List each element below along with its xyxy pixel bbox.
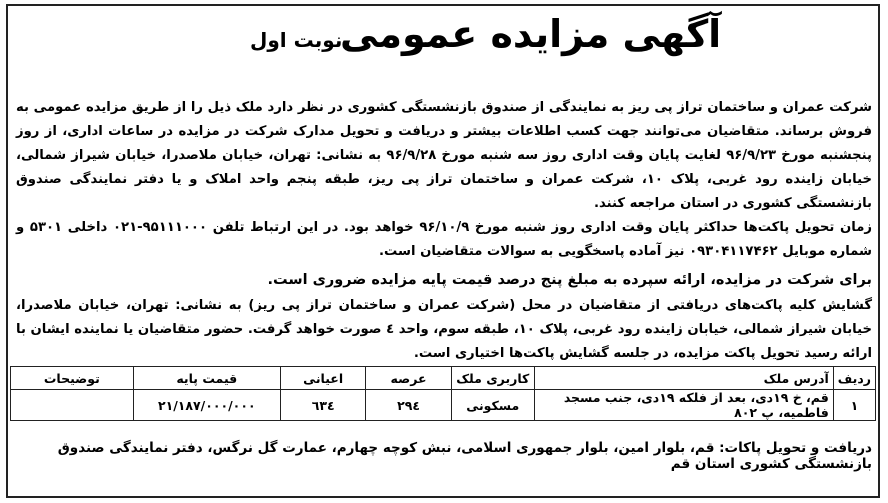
delivery-address: دریافت و تحویل پاکات: قم، بلوار امین، بلوار جمهوری اسلامی، نبش کوچه چهارم، عمارت گل نرگس، دفتر نمایندگی صندوق بازنشستگی کشوری استان قم	[57, 440, 872, 472]
table-row	[11, 390, 876, 421]
cell-building-area: ٦۳٤	[280, 390, 365, 421]
header-usage: کاربری ملک	[451, 367, 534, 390]
property-table	[10, 366, 876, 421]
round-label: نوبت اول	[250, 28, 343, 52]
header-land-area: عرصه	[366, 367, 451, 390]
paragraph-deposit: برای شرکت در مزایده، ارائه سپرده به مبلغ پنج درصد قیمت پایه مزایده ضروری است.	[267, 272, 872, 288]
cell-land-area: ۲۹٤	[366, 390, 451, 421]
header-base-price: قیمت پایه	[133, 367, 280, 390]
header-building-area: اعیانی	[280, 367, 365, 390]
ad-title: آگهی مزایده عمومی	[340, 12, 722, 56]
paragraph-intro: شرکت عمران و ساختمان تراز پی ریز به نمایندگی از صندوق بازنشستگی کشوری در نظر دارد ملک ذیل را از طریق مزایده عمومی به فروش برساند. متقاضیان می‌توانند جهت کسب اطلاعات بیشتر و دریافت و تحویل مدارک شرکت در مزایده در ساعات اداری، از روز پنجشنبه مورخ ۹۶/۹/۲۳ لغایت پایان وقت اداری روز سه شنبه مورخ ۹۶/۹/۲۸ به نشانی: تهران، خیابان ملاصدرا، خیابان شیراز شمالی، خیابان زاینده رود غربی، پلاک ۱۰، شرکت عمران و ساختمان تراز پی ریز، طبقه پنجم واحد املاک و یا دفتر نمایندگی صندوق بازنشستگی کشوری در استان مراجعه کنند.	[16, 100, 873, 211]
header-address: آدرس ملک	[534, 367, 833, 390]
cell-address: قم، خ ۱۹دی، بعد از فلکه ۱۹دی، جنب مسجد فاطمیه، پ ۸۰۲	[534, 390, 833, 421]
cell-row-number: ۱	[833, 390, 875, 421]
header	[0, 8, 888, 68]
paragraph-delivery: زمان تحویل پاکت‌ها حداکثر پایان وقت اداری روز شنبه مورخ ۹۶/۱۰/۹ خواهد بود. در این ارتباط تلفن ۹۵۱۱۱۰۰۰-۰۲۱ داخلی ۵۳۰۱ و شماره موبایل ۰۹۳۰۴۱۱۷۴۶۲ نیز آماده پاسخگویی به سوالات متقاضیان است.	[16, 220, 872, 259]
cell-notes	[11, 390, 134, 421]
cell-base-price: ۲۱/۱۸۷/۰۰۰/۰۰۰	[133, 390, 280, 421]
header-row-number: ردیف	[833, 367, 875, 390]
paragraph-opening: گشایش کلیه پاکت‌های دریافتی از متقاضیان در محل (شرکت عمران و ساختمان تراز پی ریز) به نشانی: تهران، خیابان ملاصدرا، خیابان شیراز شمالی، خیابان زاینده رود غربی، پلاک ۱۰، طبقه سوم، واحد ٤ صورت خواهد گرفت. حضور متقاضیان یا نماینده ایشان با ارائه رسید تحویل پاکت مزایده، در جلسه گشایش پاکت‌ها اختیاری است.	[16, 298, 872, 361]
table-header-row	[11, 367, 876, 390]
cell-usage: مسکونی	[451, 390, 534, 421]
header-notes: توضیحات	[11, 367, 134, 390]
